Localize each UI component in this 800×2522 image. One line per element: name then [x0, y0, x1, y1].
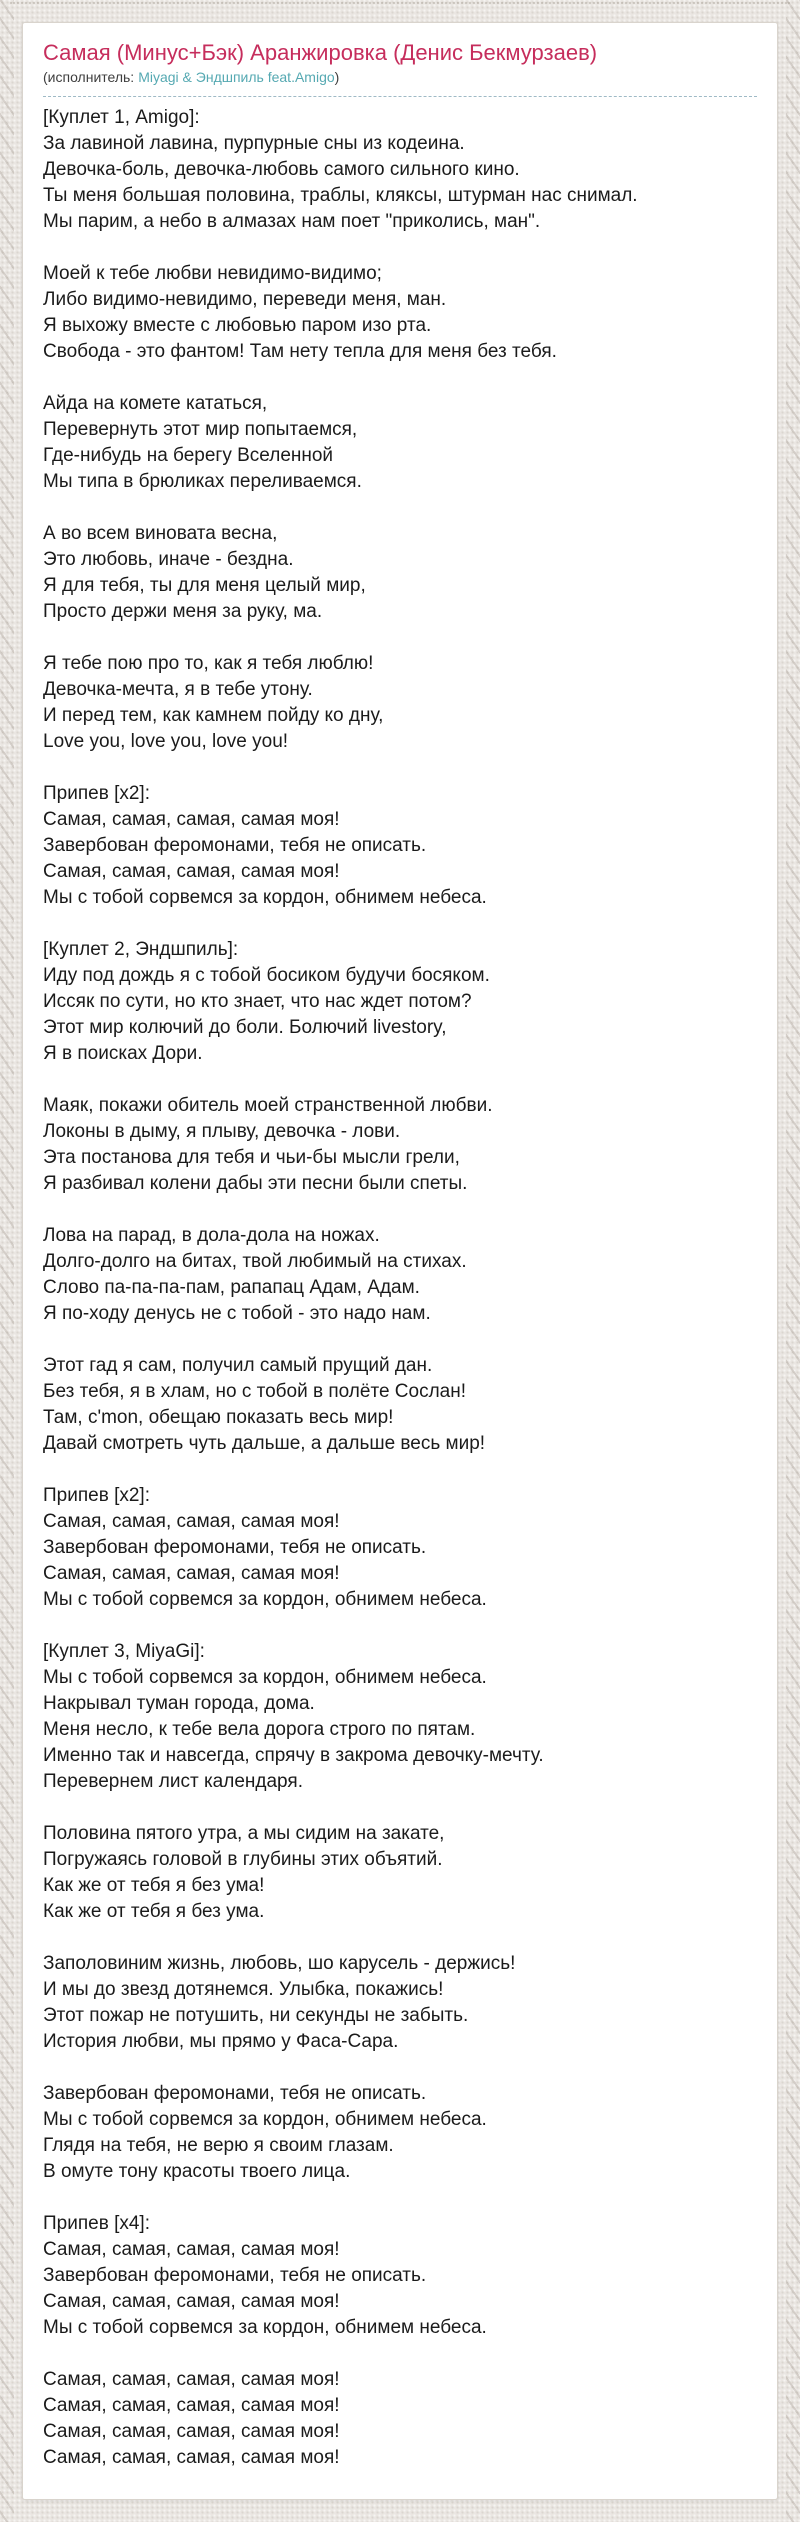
song-header: [43, 39, 757, 97]
lyric-line: Мы с тобой сорвемся за кордон, обнимем небеса.: [43, 887, 487, 908]
lyric-line: Свобода - это фантом! Там нету тепла для меня без тебя.: [43, 341, 557, 362]
lyric-line: Самая, самая, самая, самая моя!: [43, 1511, 340, 1532]
lyric-line: А во всем виновата весна,: [43, 523, 278, 544]
lyric-line: Завербован феромонами, тебя не описать.: [43, 2265, 427, 2286]
lyric-line: Перевернуть этот мир попытаемся,: [43, 419, 358, 440]
lyric-line: Этот мир колючий до боли. Болючий livestory,: [43, 1017, 447, 1038]
lyric-line: [Куплет 3, MiyaGi]:: [43, 1641, 205, 1662]
lyric-line: Там, c'mon, обещаю показать весь мир!: [43, 1407, 394, 1428]
lyric-line: Самая, самая, самая, самая моя!: [43, 809, 340, 830]
lyrics-card: [22, 22, 778, 2500]
stanza: [43, 521, 757, 625]
page-edge-stitch-left: [0, 0, 14, 2522]
lyric-line: И перед тем, как камнем пойду ко дну,: [43, 705, 384, 726]
lyric-line: Айда на комете кататься,: [43, 393, 268, 414]
lyric-line: Завербован феромонами, тебя не описать.: [43, 1537, 427, 1558]
artist-line: [43, 67, 757, 97]
artist-label: (исполнитель:: [43, 69, 135, 85]
song-title: Самая (Минус+Бэк) Аранжировка (Денис Бекмурзаев): [43, 40, 598, 65]
lyric-line: Я для тебя, ты для меня целый мир,: [43, 575, 366, 596]
lyric-line: Как же от тебя я без ума.: [43, 1901, 265, 1922]
lyric-line: Моей к тебе любви невидимо-видимо;: [43, 263, 382, 284]
lyric-line: Маяк, покажи обитель моей странственной любви.: [43, 1095, 493, 1116]
stanza: [43, 651, 757, 755]
lyric-line: Иссяк по сути, но кто знает, что нас ждет потом?: [43, 991, 472, 1012]
lyric-line: Иду под дождь я с тобой босиком будучи босяком.: [43, 965, 490, 986]
lyric-line: Я выхожу вместе с любовью паром изо рта.: [43, 315, 432, 336]
lyric-line: Мы парим, а небо в алмазах нам поет "приколись, ман".: [43, 211, 541, 232]
lyric-line: Девочка-боль, девочка-любовь самого сильного кино.: [43, 159, 520, 180]
lyric-line: Мы с тобой сорвемся за кордон, обнимем небеса.: [43, 2317, 487, 2338]
lyric-line: Я тебе пою про то, как я тебя люблю!: [43, 653, 374, 674]
lyric-line: Глядя на тебя, не верю я своим глазам.: [43, 2135, 394, 2156]
lyric-line: Мы с тобой сорвемся за кордон, обнимем небеса.: [43, 1667, 487, 1688]
stanza: [43, 1639, 757, 1795]
stanza: [43, 1821, 757, 1925]
lyric-line: Самая, самая, самая, самая моя!: [43, 2291, 340, 2312]
artist-link[interactable]: Miyagi & Эндшпиль feat.Amigo: [138, 69, 335, 85]
stanza: [43, 261, 757, 365]
lyric-line: Половина пятого утра, а мы сидим на закате,: [43, 1823, 445, 1844]
lyric-line: Припев [x2]:: [43, 783, 150, 804]
stanza: [43, 105, 757, 235]
lyric-line: Это любовь, иначе - бездна.: [43, 549, 294, 570]
lyric-line: Без тебя, я в хлам, но с тобой в полёте Сослан!: [43, 1381, 467, 1402]
stanza: [43, 2211, 757, 2341]
lyric-line: Самая, самая, самая, самая моя!: [43, 2239, 340, 2260]
lyric-line: Самая, самая, самая, самая моя!: [43, 2369, 340, 2390]
lyric-line: [Куплет 1, Amigo]:: [43, 107, 200, 128]
stanza: [43, 1223, 757, 1327]
stanza: [43, 391, 757, 495]
lyric-line: Этот гад я сам, получил самый прущий дан.: [43, 1355, 433, 1376]
lyric-line: Love you, love you, love you!: [43, 731, 289, 752]
lyric-line: За лавиной лавина, пурпурные сны из кодеина.: [43, 133, 465, 154]
lyric-line: Я по-ходу денусь не с тобой - это надо нам.: [43, 1303, 431, 1324]
lyric-line: Просто держи меня за руку, ма.: [43, 601, 323, 622]
lyric-line: Самая, самая, самая, самая моя!: [43, 1563, 340, 1584]
lyric-line: Эта постанова для тебя и чьи-бы мысли грели,: [43, 1147, 460, 1168]
stanza: [43, 2367, 757, 2471]
lyrics-text: [43, 97, 757, 2471]
lyric-line: Припев [x2]:: [43, 1485, 150, 1506]
lyric-line: Я разбивал колени дабы эти песни были спеты.: [43, 1173, 468, 1194]
page-edge-stitch-top: [10, 2, 790, 4]
lyric-line: Девочка-мечта, я в тебе утону.: [43, 679, 313, 700]
stanza: [43, 1353, 757, 1457]
lyric-line: Именно так и навсегда, спрячу в закрома девочку-мечту.: [43, 1745, 544, 1766]
lyric-line: История любви, мы прямо у Фаса-Сара.: [43, 2031, 399, 2052]
lyric-line: Меня несло, к тебе вела дорога строго по пятам.: [43, 1719, 476, 1740]
stanza: [43, 2081, 757, 2185]
stanza: [43, 781, 757, 911]
stanza: [43, 1483, 757, 1613]
lyric-line: [Куплет 2, Эндшпиль]:: [43, 939, 239, 960]
lyric-line: Самая, самая, самая, самая моя!: [43, 2395, 340, 2416]
lyric-line: Заполовиним жизнь, любовь, шо карусель - держись!: [43, 1953, 516, 1974]
lyric-line: Мы типа в брюликах переливаемся.: [43, 471, 362, 492]
lyric-line: Долго-долго на битах, твой любимый на стихах.: [43, 1251, 467, 1272]
lyric-line: Либо видимо-невидимо, переведи меня, ман.: [43, 289, 447, 310]
lyric-line: Мы с тобой сорвемся за кордон, обнимем небеса.: [43, 2109, 487, 2130]
lyric-line: Мы с тобой сорвемся за кордон, обнимем небеса.: [43, 1589, 487, 1610]
lyric-line: Накрывал туман города, дома.: [43, 1693, 315, 1714]
stanza: [43, 937, 757, 1067]
lyric-line: Давай смотреть чуть дальше, а дальше весь мир!: [43, 1433, 486, 1454]
lyric-line: Как же от тебя я без ума!: [43, 1875, 265, 1896]
stanza: [43, 1951, 757, 2055]
lyric-line: Самая, самая, самая, самая моя!: [43, 2447, 340, 2468]
lyric-line: Самая, самая, самая, самая моя!: [43, 861, 340, 882]
lyric-line: Этот пожар не потушить, ни секунды не забыть.: [43, 2005, 469, 2026]
lyric-line: Я в поисках Дори.: [43, 1043, 203, 1064]
lyric-line: Лова на парад, в дола-дола на ножах.: [43, 1225, 380, 1246]
page-edge-stitch-right: [786, 0, 800, 2522]
lyric-line: Локоны в дыму, я плыву, девочка - лови.: [43, 1121, 401, 1142]
lyric-line: Перевернем лист календаря.: [43, 1771, 303, 1792]
lyric-line: Где-нибудь на берегу Вселенной: [43, 445, 334, 466]
lyric-line: Ты меня большая половина, траблы, кляксы, штурман нас снимал.: [43, 185, 638, 206]
stanza: [43, 1093, 757, 1197]
artist-line-close: ): [334, 69, 340, 85]
lyric-line: И мы до звезд дотянемся. Улыбка, покажись!: [43, 1979, 444, 2000]
lyric-line: Слово па-па-па-пам, рапапац Адам, Адам.: [43, 1277, 420, 1298]
lyric-line: В омуте тону красоты твоего лица.: [43, 2161, 351, 2182]
lyric-line: Припев [x4]:: [43, 2213, 150, 2234]
lyric-line: Завербован феромонами, тебя не описать.: [43, 2083, 427, 2104]
lyric-line: Завербован феромонами, тебя не описать.: [43, 835, 427, 856]
lyric-line: Самая, самая, самая, самая моя!: [43, 2421, 340, 2442]
lyric-line: Погружаясь головой в глубины этих объятий.: [43, 1849, 443, 1870]
